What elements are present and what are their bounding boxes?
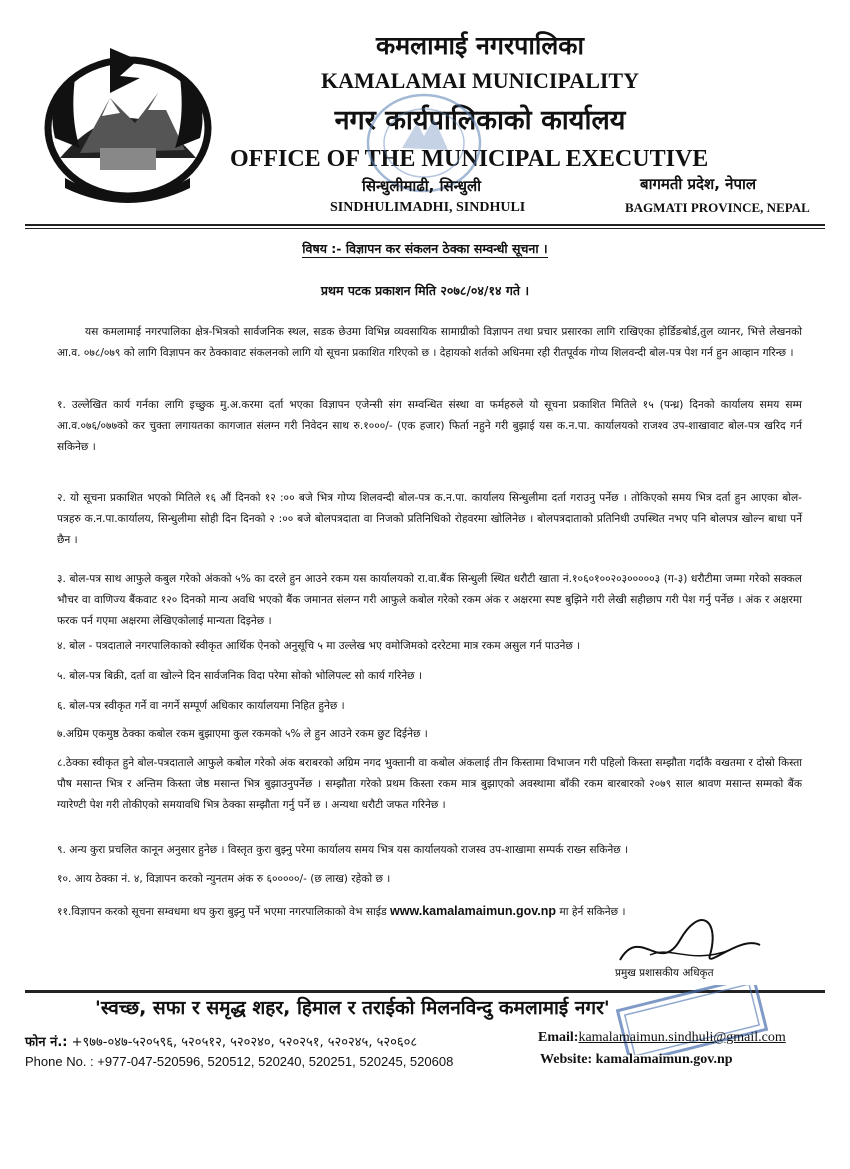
website-link[interactable]: www.kamalamaimun.gov.np [390,904,557,918]
phone-numbers-english: Phone No. : +977-047-520596, 520512, 520240, 520251, 520245, 520608 [25,1054,454,1069]
clause-2: २. यो सूचना प्रकाशित भएको मितिले १६ औं दिनको १२ :०० बजे भित्र गोप्य शिलवन्दी बोल-पत्र क.न.पा. कार्यालय सिन्धुलीमा दर्ता गराउनु पर्नेछ । तोकिएको समय भित्र दर्ता हुन आएका बोल- पत्रहरु क.न.पा.कार्यालय, सिन्धुलीमा सोही दिन दिनको २ :०० बजे बोलपत्रदाता वा निजको प्रतिनिधिको रोहवरमा खोलिनेछ । बोलपत्रदाताको प्रतिनिधी उपस्थित नभए पनि बोलपत्र खोल्न बाधा पर्ने छैन । [57,492,802,546]
office-name-english: OFFICE OF THE MUNICIPAL EXECUTIVE [230,146,709,172]
municipality-name-nepali: कमलामाई नगरपालिका [376,31,584,60]
clause-1: १. उल्लेखित कार्य गर्नका लागि इच्छुक मु.अ.करमा दर्ता भएका विज्ञापन एजेन्सी संग सम्वन्धित संस्था वा फर्महरुले यो सूचना प्रकाशित मितिले १५ (पन्ध्र) दिनको कार्यालय समय सम्म आ.व.०७६/०७७को कर चुक्ता लगायतका कागजात संलग्न गरी निवेदन साथ रु.१०००/- (एक हजार) फिर्ता नहुने गरी बुझाई यस क.न.पा. कार्यालयको राजश्व उप-शाखावाट बोल-पत्र खरिद गर्न सकिनेछ । [57,399,802,453]
email-link[interactable]: kamalamaimun.sindhuli@gmail.com [578,1030,786,1045]
clause-4: ४. बोल - पत्रदाताले नगरपालिकाको स्वीकृत आर्थिक ऐनको अनुसूचि ५ मा उल्लेख भए वमोजिमको दररेटमा मात्र रकम असुल गर्न पाउनेछ । [57,640,581,652]
clause-10: १०. आय ठेक्का नं. ४, विज्ञापन करको न्युनतम अंक रु ६०००००/- (छ लाख) रहेको छ । [57,873,391,885]
address-nepali: सिन्धुलीमाढी, सिन्धुली [362,177,482,195]
clause-6: ६. बोल-पत्र स्वीकृत गर्ने वा नगर्ने सम्पूर्ण अधिकार कार्यालयमा निहित हुनेछ । [57,700,345,712]
clause-5: ५. बोल-पत्र बिक्री, दर्ता वा खोल्ने दिन सार्वजनिक विदा परेमा सोको भोलिपल्ट सो कार्य गरिनेछ । [57,670,422,682]
municipality-slogan: 'स्वच्छ, सफा र समृद्ध शहर, हिमाल र तराईको मिलनविन्दु कमलामाई नगर' [95,997,610,1019]
office-name-nepali: नगर कार्यपालिकाको कार्यालय [334,105,626,136]
nepal-emblem-logo [40,38,215,203]
clause-11: ११.विज्ञापन करको सूचना सम्वधमा थप कुरा बुझ्नु पर्ने भएमा नगरपालिकाको वेभ साईड www.kamalamaimun.gov.np मा हेर्न सकिनेछ । [57,904,626,918]
clause-3: ३. बोल-पत्र साथ आफुले कबुल गरेको अंकको ५% का दरले हुन आउने रकम यस कार्यालयको रा.वा.बैंक सिन्धुली स्थित धरौटी खाता नं.१०६०१००२०३०००००३ (ग-३) धरौटीमा जम्मा गरेको सक्कल भौचर वा वाणिज्य बैंकवाट १२० दिनको मान्य अवधि भएको बैंक जमानत संलग्न गरी आफुले कबोल गरेको रकम अंक र अक्षरमा स्पष्ट बुझिने गरी लेखी सहीछाप गरी पेश गर्नु पर्नेछ । अंक र अक्षरमा फरक पर्न गएमा अक्षरमा लेखिएकोलाई मान्यता दिइनेछ । [57,573,802,627]
province-english: BAGMATI PROVINCE, NEPAL [625,200,810,215]
clause-7: ७.अग्रिम एकमुष्ठ ठेक्का कबोल रकम बुझाएमा कुल रकमको ५% ले हुन आउने रकम छुट दिईनेछ । [57,728,428,740]
clause-8: ८.ठेक्का स्वीकृत हुने बोल-पत्रदाताले आफुले कबोल गरेको अंक बराबरको अग्रिम नगद भुक्तानी वा कबोल अंकलाई तीन किस्तामा विभाजन गरी पहिलो किस्ता सम्झौता गर्दाकै वखतमा र दोस्रो किस्ता पौष मसान्त भित्र र अन्तिम किस्ता जेष्ठ मसान्त भित्र बुझाउनुपर्नेछ । सम्झौता गरेको प्रथम किस्ता रकम मात्र बुझाएको अवस्थामा बाँकी रकम बारबारको २०७९ साल श्रावण मसान्त सम्मको बैंक ग्यारेण्टी पेश गरी तोकीएको समयावधि भित्र ठेक्का सम्झौता गर्नु पर्ने छ । अन्यथा धरौटी जफत गरिनेछ । [57,757,802,811]
phone-numbers-nepali: फोन नं.: +९७७-०४७-५२०५९६, ५२०५१२, ५२०२४०, ५२०२५१, ५२०२४५, ५२०६०८ [25,1035,418,1050]
notice-subject: विषय :- विज्ञापन कर संकलन ठेक्का सम्वन्धी सूचना । [302,241,548,256]
header-divider-thin [25,228,825,229]
address-english: SINDHULIMADHI, SINDHULI [330,200,526,215]
province-nepali: बागमती प्रदेश, नेपाल [640,175,757,193]
website-url[interactable]: kamalamaimun.gov.np [595,1052,733,1067]
notice-intro: यस कमलामाई नगरपालिका क्षेत्र-भित्रको सार्वजनिक स्थल, सडक छेउमा विभिन्न व्यवसायिक सामाग्रीको विज्ञापन तथा प्रचार प्रसारका लागि राखिएका होर्डिङबोर्ड,तुल व्यानर, भित्ते लेखनको आ.व. ०७८/०७९ को लागि विज्ञापन कर ठेक्कावाट संकलनको लागि यो सूचना प्रकाशित गरिएको छ । देहायको शर्तको अधिनमा रही रीतपूर्वक गोप्य शिलवन्दी बोल-पत्र पेश गर्न हुन आव्हान गरिन्छ । [57,326,802,359]
clause-9: ९. अन्य कुरा प्रचलित कानून अनुसार हुनेछ । विस्तृत कुरा बुझ्नु परेमा कार्यालय समय भित्र यस कार्यालयको राजस्व उप-शाखामा सम्पर्क राख्न सकिनेछ । [57,844,629,856]
header-divider [25,224,825,226]
signatory-title: प्रमुख प्रशासकीय अधिकृत [615,967,714,979]
email-contact: Email:kamalamaimun.sindhuli@gmail.com [538,1030,786,1045]
website-contact: Website: kamalamaimun.gov.np [540,1052,733,1067]
publication-date: प्रथम पटक प्रकाशन मिति २०७८/०४/१४ गते । [320,283,530,298]
municipality-name-english: KAMALAMAI MUNICIPALITY [321,68,639,93]
